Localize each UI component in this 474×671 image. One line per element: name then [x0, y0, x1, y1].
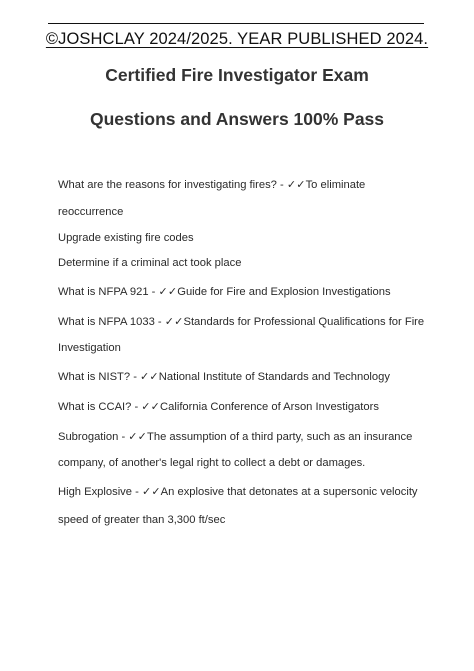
qa-line: reoccurrence [58, 206, 124, 218]
qa-line: What is NIST? - ✓✓National Institute of Standards and Technology [58, 371, 390, 383]
qa-line: Investigation [58, 342, 121, 354]
document-title-line-2: Questions and Answers 100% Pass [89, 109, 385, 129]
header-rule [48, 23, 424, 24]
copyright-text: ©JOSHCLAY 2024/2025. YEAR PUBLISHED 2024. [45, 30, 429, 48]
qa-line: What is NFPA 1033 - ✓✓Standards for Professional Qualifications for Fire [58, 316, 425, 328]
qa-line: Subrogation - ✓✓The assumption of a third party, such as an insurance [58, 431, 413, 443]
qa-line: company, of another's legal right to collect a debt or damages. [58, 457, 366, 469]
qa-line: Upgrade existing fire codes [58, 232, 194, 244]
qa-line: High Explosive - ✓✓An explosive that detonates at a supersonic velocity [58, 486, 418, 498]
document-title-line-1: Certified Fire Investigator Exam [105, 65, 369, 85]
qa-line: What is CCAI? - ✓✓California Conference of Arson Investigators [58, 401, 379, 413]
qa-line: Determine if a criminal act took place [58, 257, 242, 269]
copyright-header [0, 30, 474, 49]
qa-line: speed of greater than 3,300 ft/sec [58, 514, 226, 526]
qa-line: What are the reasons for investigating fires? - ✓✓To eliminate [58, 179, 366, 191]
qa-line: What is NFPA 921 - ✓✓Guide for Fire and Explosion Investigations [58, 286, 391, 298]
